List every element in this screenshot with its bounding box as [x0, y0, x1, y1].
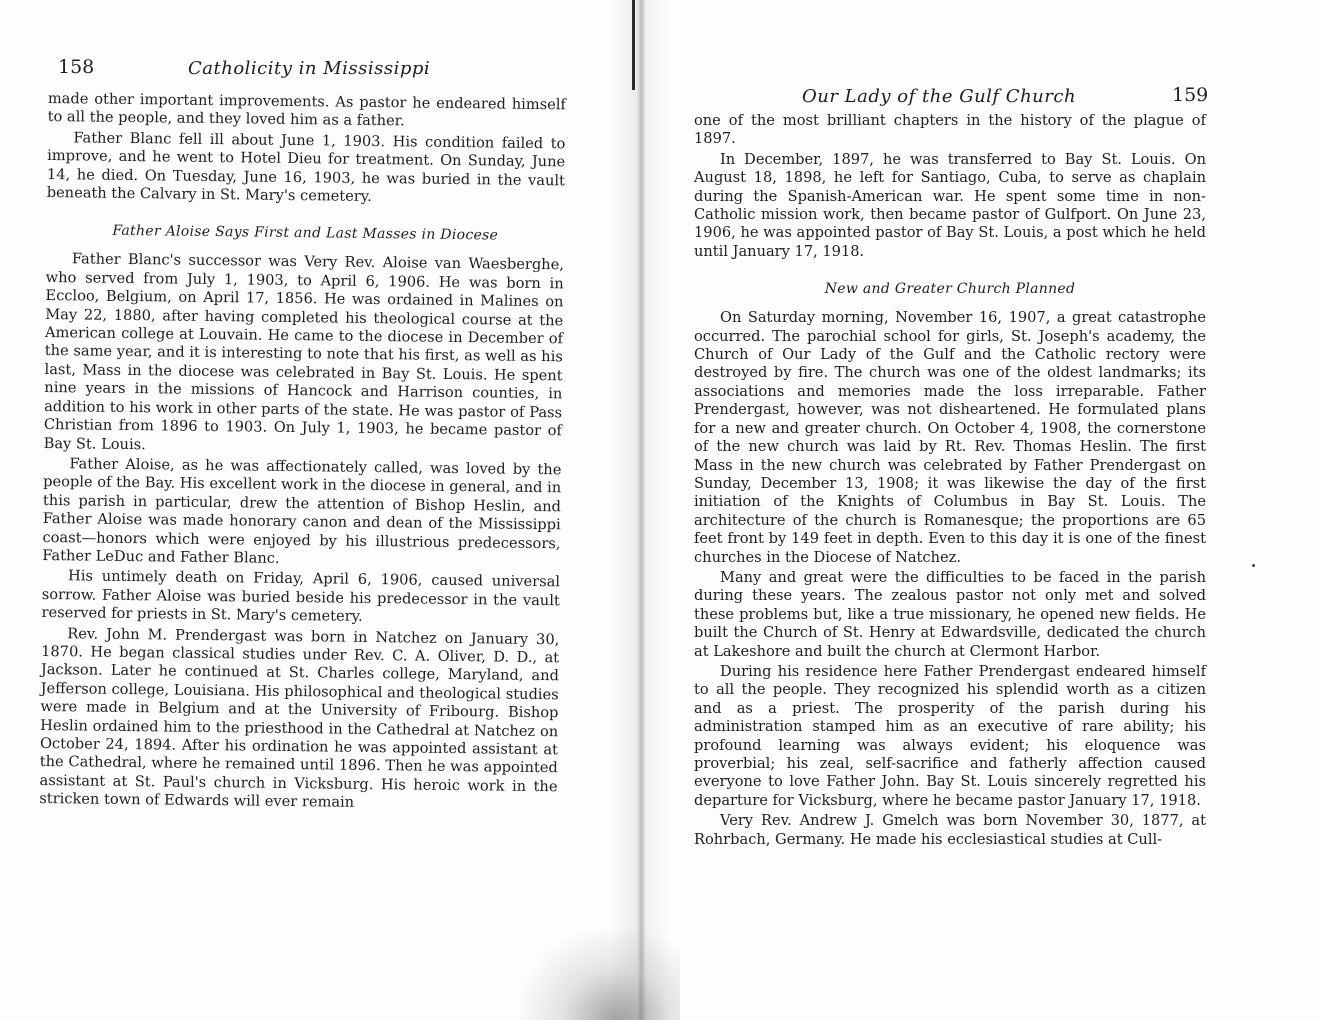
- paragraph: Father Blanc fell ill about June 1, 1903. His condition failed to improve, and he went to Hotel Dieu for treatment. On Sunday, June 14, he died. On Tuesday, June 16, 1903, he was buried in the vault beneath the Calvary in St. Mary's cemetery.: [46, 129, 566, 205]
- paragraph: During his residence here Father Prendergast endeared himself to all the people. They recognized his splendid worth as a citizen and as a priest. The prosperity of the parish during his administration stamped him as an executive of rare ability; his profound learning was always evident; his eloquence was proverbial; his zeal, self-sacrifice and fatherly affection caused everyone to love Father John. Bay St. Louis sincerely regretted his departure for Vicksburg, where he became pastor January 17, 1918.: [694, 662, 1206, 809]
- right-body-text: [694, 112, 1206, 849]
- binding-fold: [632, 0, 635, 90]
- running-head-title: Our Lady of the Gulf Church: [802, 86, 1077, 107]
- running-head-title: Catholicity in Mississippi: [188, 58, 431, 79]
- paragraph: Very Rev. Andrew J. Gmelch was born November 30, 1877, at Rohrbach, Germany. He made his ecclesiastical studies at Cull-: [694, 812, 1206, 848]
- paragraph: On Saturday morning, November 16, 1907, a great catastrophe occurred. The parochial school for girls, St. Joseph's academy, the Church of Our Lady of the Gulf and the Catholic rectory were destroyed by fire. The church was one of the oldest landmarks; its associations and memories made the loss irreparable. Father Prendergast, however, was not disheartened. He formulated plans for a new and greater church. On October 4, 1908, the cornerstone of the new church was laid by Rt. Rev. Thomas Heslin. The first Mass in the new church was celebrated by Father Prendergast on Sunday, December 13, 1908; it was likewise the day of the first initiation of the Knights of Columbus in Bay St. Louis. The architecture of the church is Romanesque; the proportions are 65 feet front by 149 feet in depth. Even to this day it is one of the finest churches in the Diocese of Natchez.: [694, 309, 1206, 566]
- paragraph: Father Blanc's successor was Very Rev. Aloise van Waesberghe, who served from July 1, 1903, to April 6, 1906. He was born in Eccloo, Belgium, on April 17, 1856. He was ordained in Malines on May 22, 1880, after having completed his theological course at the American college at Louvain. He came to the diocese in December of the same year, and it is interesting to note that his first, as well as his last, Mass in the diocese was celebrated in Bay St. Louis. He spent nine years in the missions of Hancock and Harrison counties, in addition to his work in other parts of the state. He was pastor of Pass Christian from 1896 to 1903. On July 1, 1903, he became pastor of Bay St. Louis.: [43, 250, 565, 453]
- binding-shadow: [520, 930, 680, 1020]
- left-body-text: [39, 90, 566, 815]
- paragraph: Rev. John M. Prendergast was born in Natchez on January 30, 1870. He began classical studies under Rev. C. A. Oliver, D. D., at Jackson. Later he continued at St. Charles college, Maryland, and Jefferson college, Louisiana. His philosophical and theological studies were made in Belgium and at the University of Fribourg. Bishop Heslin ordained him to the priesthood in the Cathedral at Natchez on October 24, 1894. After his ordination he was appointed assistant at the Cathedral, where he remained until 1896. Then he was appointed assistant at St. Paul's church in Vicksburg. His heroic work in the stricken town of Edwards will ever remain: [39, 624, 560, 812]
- page-speck: [1252, 564, 1255, 567]
- page-number: 158: [58, 56, 95, 78]
- paragraph: Father Aloise, as he was affectionately called, was loved by the people of the Bay. His excellent work in the diocese in general, and in this parish in particular, drew the attention of Bishop Heslin, and Father Aloise was made honorary canon and dean of the Mississippi coast—honors which were enjoyed by his illustrious predecessors, Father LeDuc and Father Blanc.: [42, 455, 562, 567]
- section-heading: Father Aloise Says First and Last Masses in Diocese: [112, 223, 499, 244]
- left-page: [39, 0, 566, 812]
- book-gutter: [610, 0, 670, 1020]
- paragraph: Many and great were the difficulties to be faced in the parish during these years. The zealous pastor not only met and solved these problems but, like a true missionary, he opened new fields. He built the Church of St. Henry at Edwardsville, dedicated the church at Lakeshore and built the church at Clermont Harbor.: [694, 568, 1206, 660]
- section-heading: New and Greater Church Planned: [824, 281, 1076, 298]
- right-page: [694, 0, 1209, 849]
- paragraph: made other important improvements. As pastor he endeared himself to all the people, and they loved him as a father.: [47, 90, 566, 130]
- paragraph: one of the most brilliant chapters in the history of the plague of 1897.: [694, 112, 1206, 148]
- page-number: 159: [1172, 84, 1209, 106]
- right-running-head: [694, 84, 1209, 124]
- paragraph: In December, 1897, he was transferred to Bay St. Louis. On August 18, 1898, he left for Santiago, Cuba, to serve as chaplain during the Spanish-American war. He spent some time in non-Catholic mission work, then became pastor of Gulfport. On June 23, 1906, he was appointed pastor of Bay St. Louis, a post which he held until January 17, 1918.: [694, 150, 1206, 260]
- paragraph: His untimely death on Friday, April 6, 1906, caused universal sorrow. Father Aloise was buried beside his predecessor in the vault reserved for priests in St. Mary's cemetery.: [41, 567, 561, 626]
